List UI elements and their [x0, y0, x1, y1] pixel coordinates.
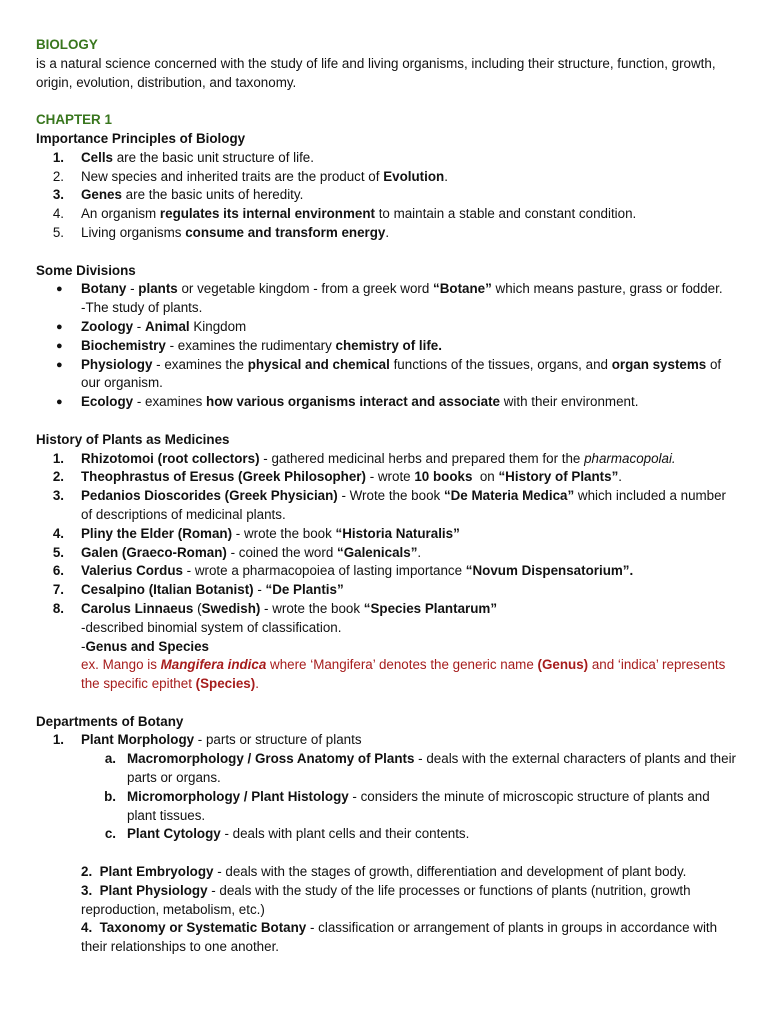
department-subitem: c. Plant Cytology - deals with plant cells and their contents.	[104, 826, 470, 842]
history-item: 2. Theophrastus of Eresus (Greek Philosopher) - wrote 10 books on “History of Plants”.	[52, 469, 623, 485]
department-subitem: b. Micromorphology / Plant Histology - considers the minute of microscopic structure of plants and plant tissues.	[104, 788, 710, 823]
document-page	[36, 36, 736, 957]
principle-item: 1. Cells are the basic unit structure of life.	[52, 149, 314, 165]
division-item: ● Ecology - examines how various organisms interact and associate with their environment.	[36, 393, 736, 412]
principle-item: 3. Genes are the basic units of heredity.	[52, 187, 304, 203]
bullet-icon: ●	[56, 283, 63, 296]
division-item: ● Biochemistry - examines the rudimentary chemistry of life.	[36, 337, 736, 356]
division-item: ● Zoology - Animal Kingdom	[36, 318, 736, 337]
biology-title: BIOLOGY	[36, 37, 98, 52]
principle-item: 4. An organism regulates its internal environment to maintain a stable and constant condition.	[52, 206, 637, 222]
division-item: ● Botany - plants or vegetable kingdom - from a greek word “Botane” which means pasture, grass or fodder. -The study of plants.	[56, 281, 723, 316]
department-subitem: a. Macromorphology / Gross Anatomy of Plants - deals with the external characters of plants and their parts or organs.	[104, 751, 736, 786]
bullet-icon: ●	[56, 339, 63, 352]
departments-heading: Departments of Botany	[36, 713, 184, 729]
divisions-heading: Some Divisions	[36, 262, 136, 278]
chapter-title: CHAPTER 1	[36, 112, 112, 128]
department-item: 1. Plant Morphology - parts or structure of plants	[52, 732, 362, 748]
bullet-icon: ●	[56, 320, 63, 333]
history-item: 6. Valerius Cordus - wrote a pharmacopoiea of lasting importance “Novum Dispensatorium”.	[52, 563, 634, 579]
history-item: 5. Galen (Graeco-Roman) - coined the word “Galenicals”.	[52, 544, 422, 560]
bullet-icon: ●	[56, 358, 63, 371]
history-heading: History of Plants as Medicines	[36, 431, 230, 447]
department-item: 3. Plant Physiology - deals with the study of the life processes or functions of plants (nutrition, growth reproduction, metabolism, etc.)	[81, 882, 691, 917]
principle-item: 5. Living organisms consume and transform energy.	[52, 224, 390, 240]
department-item: 2. Plant Embryology - deals with the stages of growth, differentiation and development of plant body.	[81, 864, 687, 880]
history-item: 1. Rhizotomoi (root collectors) - gathered medicinal herbs and prepared them for the pharmacopolai.	[52, 450, 676, 466]
history-item: 3. Pedanios Dioscorides (Greek Physician) - Wrote the book “De Materia Medica” which included a number of descriptions of medicinal plants.	[52, 488, 727, 522]
biology-definition: is a natural science concerned with the study of life and living organisms, including their structure, function, growth, origin, evolution, distribution, and taxonomy.	[36, 55, 716, 90]
division-item: ● Physiology - examines the physical and chemical functions of the tissues, organs, and organ systems of our organism.	[56, 356, 722, 391]
linnaeus-genus-species: -Genus and Species	[81, 638, 210, 654]
history-item: 4. Pliny the Elder (Roman) - wrote the book “Historia Naturalis”	[52, 525, 460, 541]
linnaeus-note: -described binomial system of classification.	[81, 619, 342, 635]
mango-example: ex. Mango is Mangifera indica where ‘Mangifera’ denotes the generic name (Genus) and ‘indica’ represents the specific epithet (Species).	[81, 657, 726, 692]
history-item: 7. Cesalpino (Italian Botanist) - “De Plantis”	[52, 582, 344, 598]
principle-item: 2. New species and inherited traits are the product of Evolution.	[52, 168, 448, 184]
history-item: 8. Carolus Linnaeus (Swedish) - wrote the book “Species Plantarum”	[52, 600, 498, 616]
bullet-icon: ●	[56, 396, 63, 409]
principles-heading: Importance Principles of Biology	[36, 130, 246, 146]
department-item: 4. Taxonomy or Systematic Botany - classification or arrangement of plants in groups in accordance with their relationships to one another.	[81, 920, 718, 955]
